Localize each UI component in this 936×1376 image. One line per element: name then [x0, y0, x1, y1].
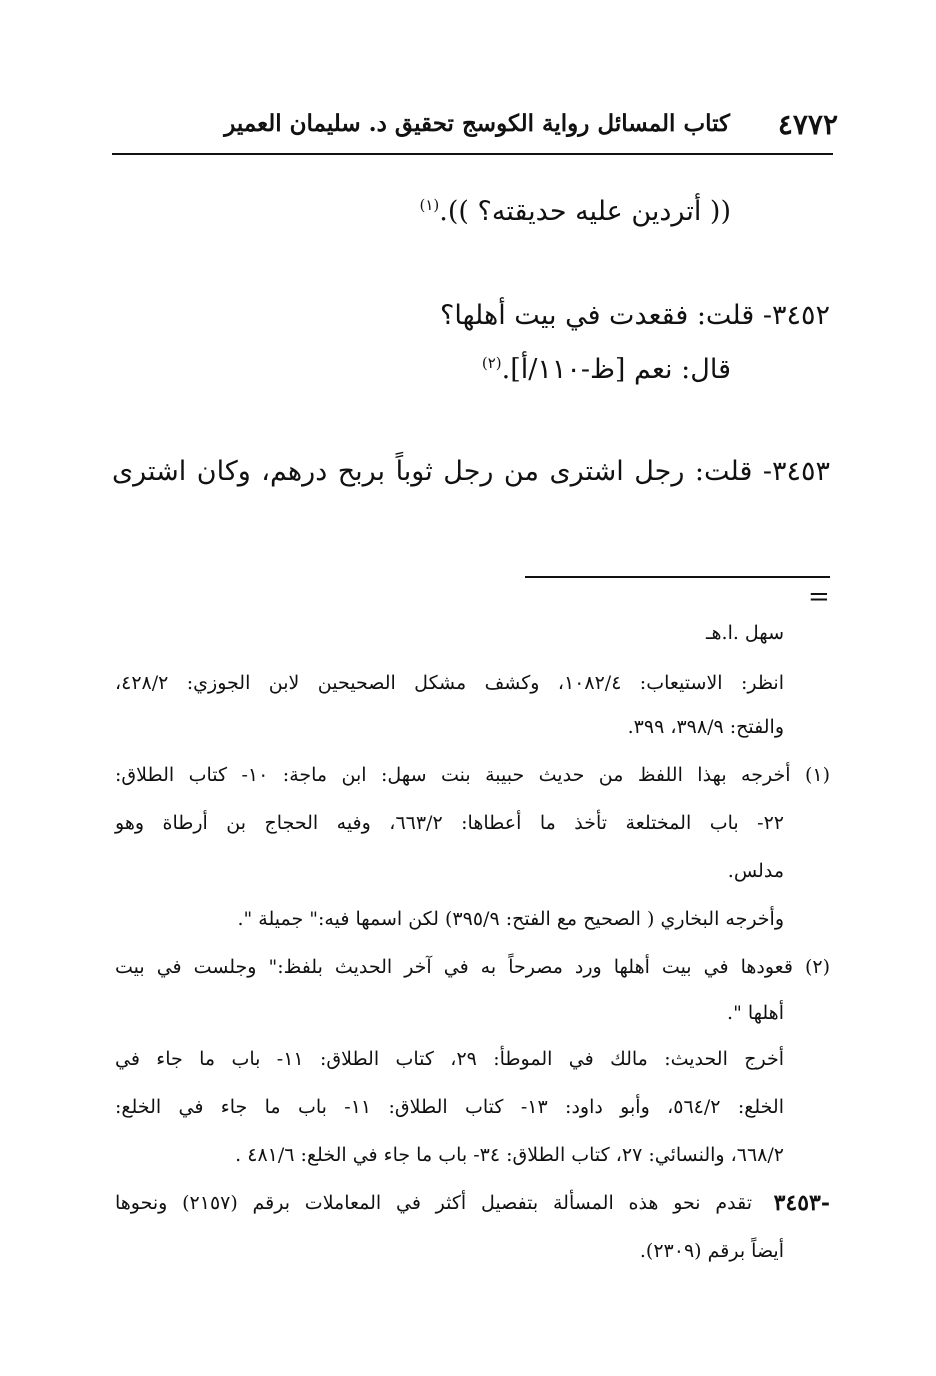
footnote-line: انظر: الاستيعاب: ١٠٨٢/٤، وكشف مشكل الصحيحين لابن الجوزي: ٤٢٨/٢،	[115, 672, 784, 694]
footnote-line: ٦٦٨/٢، والنسائي: ٢٧، كتاب الطلاق: ٣٤- باب ما جاء في الخلع: ٤٨١/٦ .	[235, 1144, 784, 1166]
header-rule	[112, 153, 833, 155]
footnote-line: أهلها ".	[727, 1002, 784, 1024]
footnote-3453-number: ٣٤٥٣-	[773, 1190, 830, 1216]
footnote-ref-1: (١)	[419, 196, 440, 214]
footnote-continuation-mark: =	[808, 582, 830, 612]
question-3452: ٣٤٥٢- قلت: فقعدت في بيت أهلها؟	[440, 300, 830, 331]
footnote-line: ٢٢- باب المختلعة تأخذ ما أعطاها: ٦٦٣/٢، وفيه الحجاج بن أرطاة وهو	[115, 812, 784, 834]
footnote-ref-2: (٢)	[481, 354, 502, 372]
footnote-line: الخلع: ٥٦٤/٢، وأبو داود: ١٣- كتاب الطلاق: ١١- باب ما جاء في الخلع:	[115, 1096, 784, 1118]
quoted-line	[420, 196, 732, 227]
footnote-line: (٢) قعودها في بيت أهلها ورد مصرحاً به في آخر الحديث بلفظ:" وجلست في بيت	[115, 956, 830, 978]
footnote-line: تقدم نحو هذه المسألة بتفصيل أكثر في المعاملات برقم (٢١٥٧) ونحوها	[115, 1192, 752, 1214]
footnote-line: وأخرجه البخاري ( الصحيح مع الفتح: ٣٩٥/٩) لكن اسمها فيه:" جميلة ".	[237, 908, 784, 930]
footnote-line: سهل .ا.هـ	[705, 622, 784, 644]
footnote-separator	[525, 576, 830, 578]
page-number: ٤٧٧٢	[777, 108, 838, 141]
footnote-line: مدلس.	[727, 860, 784, 882]
answer-text: قال: نعم [ظ-١١٠/أ].	[501, 354, 731, 385]
footnote-line: أيضاً برقم (٢٣٠٩).	[639, 1240, 784, 1262]
quoted-text: (( أتردين عليه حديقته؟ )).	[439, 196, 731, 227]
running-header-title: كتاب المسائل رواية الكوسج تحقيق د. سليمان العمير	[224, 110, 730, 137]
footnote-line: والفتح: ٣٩٨/٩، ٣٩٩.	[627, 716, 784, 738]
answer-3452	[482, 354, 731, 385]
footnote-line: (١) أخرجه بهذا اللفظ من حديث حبيبة بنت سهل: ابن ماجة: ١٠- كتاب الطلاق:	[115, 764, 830, 786]
question-3453: ٣٤٥٣- قلت: رجل اشترى من رجل ثوباً بربح درهم، وكان اشترى	[112, 456, 830, 487]
footnote-line: أخرج الحديث: مالك في الموطأ: ٢٩، كتاب الطلاق: ١١- باب ما جاء في	[115, 1048, 784, 1070]
